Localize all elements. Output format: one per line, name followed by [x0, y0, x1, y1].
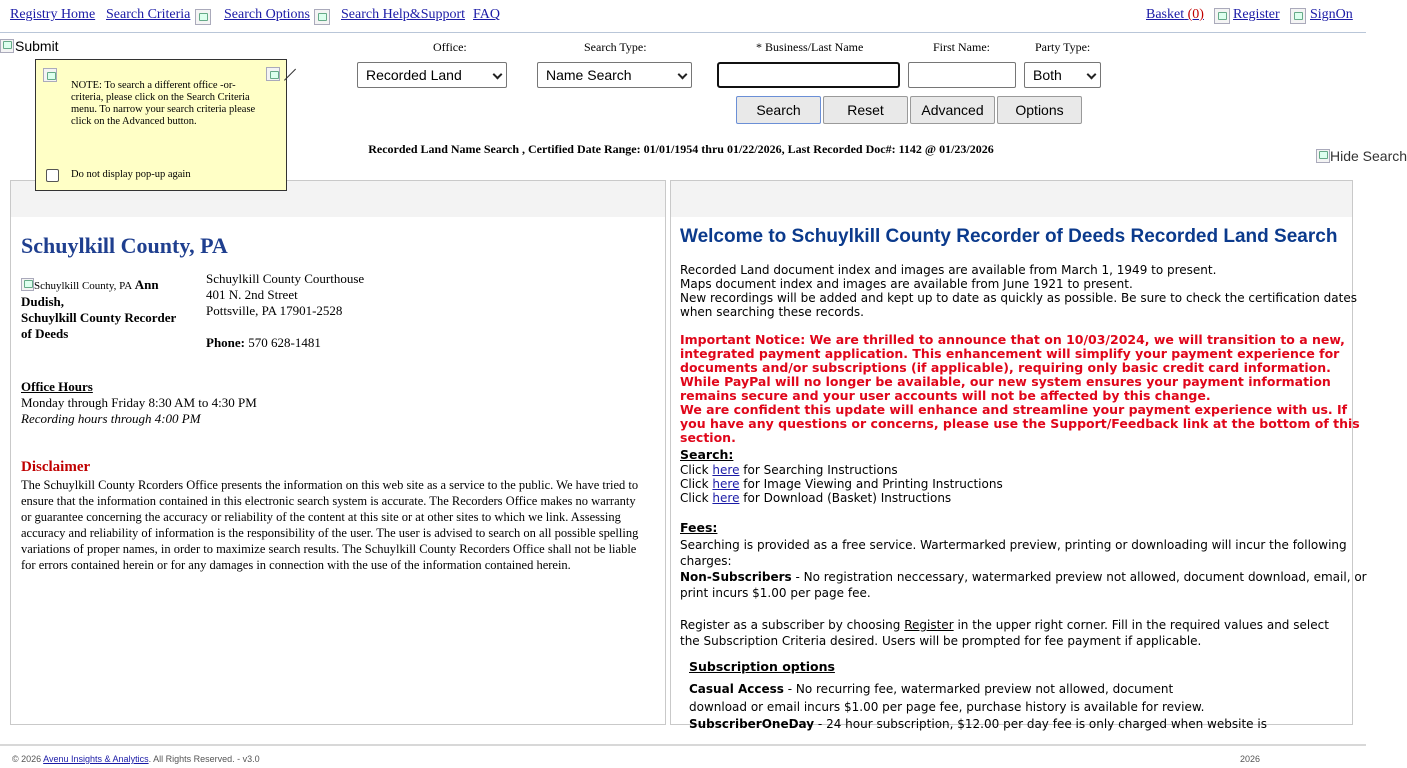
availability-line: Maps document index and images are available from June 1921 to present.	[680, 277, 1133, 291]
one-day-text	[689, 717, 1267, 731]
office-select-value: Recorded Land	[366, 67, 462, 83]
image-instructions-text: for Image Viewing and Printing Instructions	[743, 477, 1003, 491]
office-hours-text: Monday through Friday 8:30 AM to 4:30 PM	[21, 395, 257, 410]
image-instructions-line	[680, 477, 1003, 491]
popup-note-icon	[43, 68, 57, 82]
first-name-label: First Name:	[933, 40, 990, 54]
availability-line: New recordings will be added and kept up to date as quickly as possible. Be sure to check the certification dates when searching these records.	[680, 291, 1357, 319]
register-icon	[1214, 8, 1230, 24]
welcome-panel	[670, 180, 1367, 731]
one-day-label: SubscriberOneDay	[689, 717, 815, 731]
chevron-down-icon	[678, 70, 688, 80]
register-post-text: in the upper right corner. Fill in the required values and select the Subscription Criteria desired. Users will be prompted for fee payment if applicable.	[680, 618, 1329, 648]
fees-text: Searching is provided as a free service. Wartermarked preview, printing or downloading will incur the following charges:	[680, 538, 1347, 568]
address-line: Schuylkill County Courthouse	[206, 271, 365, 286]
click-text: Click	[680, 491, 709, 505]
disclaimer-text: The Schuylkill County Rcorders Office presents the information on this web site as a service to the public. We have tried to ensure that the information contained in this electronic search system is accurate. The Recorders Office makes no warranty or guarantee concerning the accuracy or reliability of the content at this site or at other sites to which we link. Assessing accuracy and reliability of information is the responsibility of the user. The user is advised to search on all possible spelling variations of proper names, in order to maximize search results. The Schuylkill County Recorders Office shall not be liable for errors contained herein or for any damages in connection with the use of the information contained herein.	[21, 478, 639, 572]
county-seal-icon	[21, 278, 34, 291]
phone-value: 570 628-1481	[248, 335, 321, 350]
footer-year: 2026	[1240, 754, 1261, 764]
basket-label: Basket	[1146, 7, 1185, 22]
options-button[interactable]: Options	[997, 96, 1082, 124]
search-button[interactable]: Search	[736, 96, 821, 124]
disclaimer-title: Disclaimer	[21, 459, 91, 475]
registry-home-link[interactable]: Registry Home	[10, 7, 96, 22]
search-type-select[interactable]	[537, 62, 692, 88]
casual-access-label: Casual Access	[689, 682, 784, 696]
footer	[0, 744, 1366, 768]
county-title: Schuylkill County, PA	[21, 233, 228, 258]
business-last-name-label: * Business/Last Name	[756, 40, 864, 54]
non-subscribers-detail: - No registration neccessary, watermarked preview not allowed, document download, email, or print incurs $1.00 per page fee.	[680, 570, 1367, 600]
search-options-dropdown-icon[interactable]	[314, 9, 330, 25]
availability-line: Recorded Land document index and images are available from March 1, 1949 to present.	[680, 263, 1217, 277]
casual-access-text	[689, 680, 1224, 716]
submit-icon	[0, 39, 14, 53]
hide-search-icon	[1316, 149, 1330, 163]
important-notice: Important Notice: We are thrilled to announce that on 10/03/2024, we will transition to a new, integrated payment application. This enhancement will simplify your payment experience for documents and/or subscriptions (if applicable), requiring only basic credit card information.	[680, 332, 1345, 375]
county-info-panel	[10, 180, 666, 725]
register-inline-link[interactable]: Register	[904, 618, 954, 632]
non-subscribers-label: Non-Subscribers	[680, 570, 792, 584]
address-line: 401 N. 2nd Street	[206, 287, 298, 302]
party-type-select-value: Both	[1033, 67, 1062, 83]
search-options-link[interactable]: Search Options	[224, 7, 310, 22]
company-link[interactable]: Avenu Insights & Analytics	[43, 754, 149, 764]
business-last-name-input[interactable]	[717, 62, 900, 88]
courthouse-address	[206, 271, 364, 319]
download-instructions-link[interactable]: here	[712, 491, 740, 505]
official-title: Schuylkill County Recorder of Deeds	[21, 310, 177, 341]
party-type-select[interactable]	[1024, 62, 1101, 88]
basket-link[interactable]	[1146, 7, 1204, 23]
criteria-note-popup	[35, 59, 287, 191]
do-not-display-checkbox[interactable]	[46, 169, 59, 182]
office-select[interactable]	[357, 62, 507, 88]
office-label: Office:	[433, 40, 467, 54]
chevron-down-icon	[1087, 70, 1097, 80]
copyright-post: . All Rights Reserved. - v3.0	[148, 754, 260, 764]
image-instructions-link[interactable]: here	[712, 477, 740, 491]
phone-number	[206, 335, 321, 351]
register-pre-text: Register as a subscriber by choosing	[680, 618, 901, 632]
close-icon[interactable]	[266, 67, 280, 81]
copyright-pre: © 2026	[12, 754, 42, 764]
first-name-input[interactable]	[908, 62, 1016, 88]
official-name: Ann Dudish,	[21, 277, 159, 309]
certification-line: Recorded Land Name Search , Certified Date Range: 01/01/1954 thru 01/22/2026, Last Recorded Doc#: 1142 @ 01/23/2026	[368, 142, 994, 156]
office-hours-title: Office Hours	[21, 379, 93, 394]
phone-label: Phone:	[206, 335, 245, 350]
register-link[interactable]: Register	[1233, 7, 1280, 22]
search-type-label: Search Type:	[584, 40, 647, 54]
search-heading: Search:	[680, 447, 734, 462]
help-support-link[interactable]: Search Help&Support	[341, 7, 466, 22]
signon-icon	[1290, 8, 1306, 24]
download-instructions-text: for Download (Basket) Instructions	[743, 491, 952, 505]
recorder-official	[21, 277, 186, 342]
casual-access-detail: - No recurring fee, watermarked preview not allowed, document download or email incurs $1.00 per page fee, purchase history is available for review.	[689, 682, 1205, 714]
submit-image-button[interactable]	[0, 38, 59, 54]
submit-alt-text: Submit	[15, 38, 59, 54]
welcome-title: Welcome to Schuylkill County Recorder of Deeds Recorded Land Search	[680, 226, 1338, 247]
popup-note-text: NOTE: To search a different office -or- criteria, please click on the Search Criteria menu. To narrow your search criteria please click on the Advanced button.	[71, 80, 256, 127]
search-criteria-link[interactable]: Search Criteria	[106, 7, 191, 22]
basket-count: (0)	[1187, 7, 1204, 22]
register-instructions	[680, 617, 1350, 649]
search-type-select-value: Name Search	[546, 67, 632, 83]
click-text: Click	[680, 477, 709, 491]
signon-link[interactable]: SignOn	[1310, 7, 1353, 22]
search-instructions-line	[680, 463, 898, 477]
address-line: Pottsville, PA 17901-2528	[206, 303, 343, 318]
party-type-label: Party Type:	[1035, 40, 1091, 54]
confidence-notice: We are confident this update will enhance and streamline your payment experience with us. If you have any questions or concerns, please use the Support/Feedback link at the bottom of this section.	[680, 402, 1360, 445]
copyright	[12, 754, 260, 764]
reset-button[interactable]: Reset	[823, 96, 908, 124]
fees-heading: Fees:	[680, 520, 718, 535]
search-instructions-text: for Searching Instructions	[743, 463, 898, 477]
recording-hours: Recording hours through 4:00 PM	[21, 411, 201, 426]
one-day-detail: - 24 hour subscription, $12.00 per day fee is only charged when website is	[814, 717, 1267, 731]
subscription-options-heading: Subscription options	[689, 659, 835, 674]
hide-search-button[interactable]	[1316, 148, 1407, 164]
click-text: Click	[680, 463, 709, 477]
panel-header	[671, 181, 1352, 217]
office-hours	[21, 379, 257, 427]
chevron-down-icon	[493, 70, 503, 80]
county-image-alt: Schuylkill County, PA	[34, 280, 133, 292]
top-nav	[0, 0, 1366, 33]
paypal-notice: While PayPal will no longer be available, our new system ensures your payment information remains secure and your user accounts will not be affected by this change.	[680, 374, 1331, 403]
search-instructions-link[interactable]: here	[712, 463, 740, 477]
do-not-display-label: Do not display pop-up again	[71, 169, 191, 180]
popup-pointer	[284, 69, 307, 92]
search-criteria-dropdown-icon[interactable]	[195, 9, 211, 25]
non-subscribers-text	[680, 569, 1370, 601]
advanced-button[interactable]: Advanced	[910, 96, 995, 124]
download-instructions-line	[680, 491, 951, 505]
faq-link[interactable]: FAQ	[473, 7, 500, 22]
hide-search-alt-text: Hide Search	[1330, 148, 1407, 164]
